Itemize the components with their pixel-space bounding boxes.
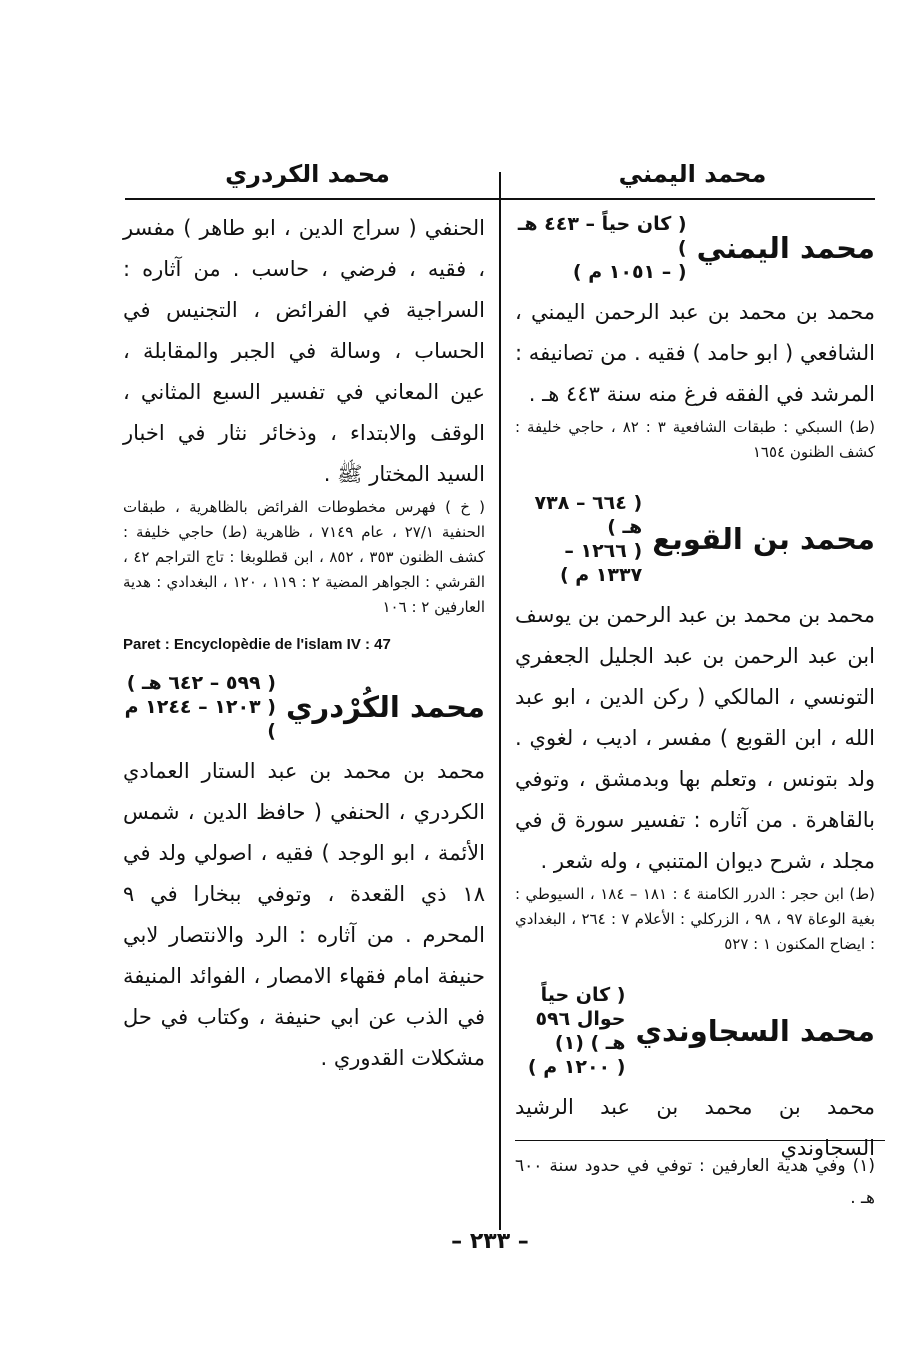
dates-gregorian: ( ١٢٦٦ – ١٣٣٧ م )	[559, 540, 643, 586]
dates-gregorian: ( ١٢٠٣ – ١٢٤٤ م )	[124, 696, 276, 742]
dates-hijri: ( كان حياً – ٤٤٣ هـ )	[517, 213, 687, 259]
latin-reference: Paret : Encyclopèdie de l'islam IV : 47	[123, 636, 391, 653]
footnote: (١) وفي هدية العارفين : توفي في حدود سنة ٦٠٠ هـ .	[515, 1156, 875, 1208]
column-divider	[499, 172, 501, 1230]
entry-heading	[515, 212, 875, 284]
dates-hijri: ( ٦٦٤ – ٧٣٨ هـ )	[534, 492, 643, 538]
entry-references: (ط) ابن حجر : الدرر الكامنة ٤ : ١٨١ – ١٨٤ ، السيوطي : بغية الوعاة ٩٧ ، ٩٨ ، الزركلي : الأعلام ٧ : ٢٦٤ ، البغدادي : ايضاح المكنون ١ : ٥٢٧	[515, 885, 876, 953]
running-header-left: محمد الكردري	[225, 160, 390, 188]
entry-heading	[515, 491, 875, 587]
entry-body: محمد بن محمد بن عبد الرحمن اليمني ، الشافعي ( ابو حامد ) فقيه . من تصانيفه : المرشد في الفقه فرغ منه سنة ٤٤٣ هـ .	[515, 300, 875, 406]
dates-gregorian: ( – ١٠٥١ م )	[572, 261, 687, 283]
entry-body: الحنفي ( سراج الدين ، ابو طاهر ) مفسر ، فقيه ، فرضي ، حاسب . من آثاره : السراجية في الفرائض ، التجنيس في الحساب ، وسالة في الجبر والمقابلة ، عين المعاني في تفسير السبع المثاني ، الوقف والابتداء ، وذخائر نثار في اخبار السيد المختار ﷺ .	[123, 216, 485, 486]
left-column	[123, 208, 485, 1079]
entry-references: ( خ ) فهرس مخطوطات الفرائض بالظاهرية ، طبقات الحنفية ٢٧/١ ، عام ٧١٤٩ ، ظاهرية (ط) حاجي خليفة : كشف الظنون ٣٥٣ ، ٨٥٢ ، ابن قطلوبغا : تاج التراجم ٤٢ ، القرشي : الجواهر المضية ٢ : ١١٩ ، ١٢٠ ، البغدادي : هدية العارفين ٢ : ١٠٦	[123, 498, 486, 616]
entry-name: محمد الكُرْدري	[285, 690, 485, 724]
entry-name: محمد بن القوبع	[652, 522, 875, 556]
dates-hijri: ( كان حياً حوال ٥٩٦ هـ ) (١)	[535, 984, 626, 1054]
entry-body: محمد بن محمد بن عبد الرحمن بن يوسف ابن عبد الرحمن بن عبد الجليل الجعفري التونسي ، المالكي ( ركن الدين ، ابو عبد الله ، ابن القوبع ) مفسر ، اديب ، لغوي . ولد بتونس ، وتعلم بها وبدمشق ، وتوفي بالقاهرة . من آثاره : تفسير سورة ق في مجلد ، شرح ديوان المتنبي ، وله شعر .	[515, 603, 875, 873]
entry-references: (ط) السبكي : طبقات الشافعية ٣ : ٨٢ ، حاجي خليفة : كشف الظنون ١٦٥٤	[515, 418, 876, 461]
dates-gregorian: ( ١٢٠٠ م )	[527, 1056, 626, 1078]
entry-body: محمد بن محمد بن عبد الرشيد السجاوندي	[515, 1095, 875, 1160]
entry-dates	[123, 671, 276, 743]
entry-dates	[515, 983, 625, 1079]
entry-name: محمد اليمني	[696, 231, 875, 265]
entry-dates	[515, 491, 642, 587]
entry-heading	[515, 983, 875, 1079]
right-column	[515, 208, 875, 1169]
entry-heading	[123, 671, 485, 743]
entry-name: محمد السجاوندي	[635, 1014, 875, 1048]
entry-body: محمد بن محمد بن عبد الستار العمادي الكردري ، الحنفي ( حافظ الدين ، شمس الأئمة ، ابو الوجد ) فقيه ، اصولي ولد في ١٨ ذي القعدة ، وتوفي ببخارا في ٩ المحرم . من آثاره : الرد والانتصار لابي حنيفة امام فقهاء الامصار ، الفوائد المنيفة في الذب عن ابي حنيفة ، وكتاب في حل مشكلات القدوري .	[123, 759, 485, 1070]
entry-dates	[515, 212, 687, 284]
footnote-rule	[515, 1140, 885, 1141]
running-header-right: محمد اليمني	[618, 160, 767, 188]
dates-hijri: ( ٥٩٩ – ٦٤٢ هـ )	[126, 672, 276, 694]
page-number: – ٢٣٣ –	[451, 1229, 529, 1254]
